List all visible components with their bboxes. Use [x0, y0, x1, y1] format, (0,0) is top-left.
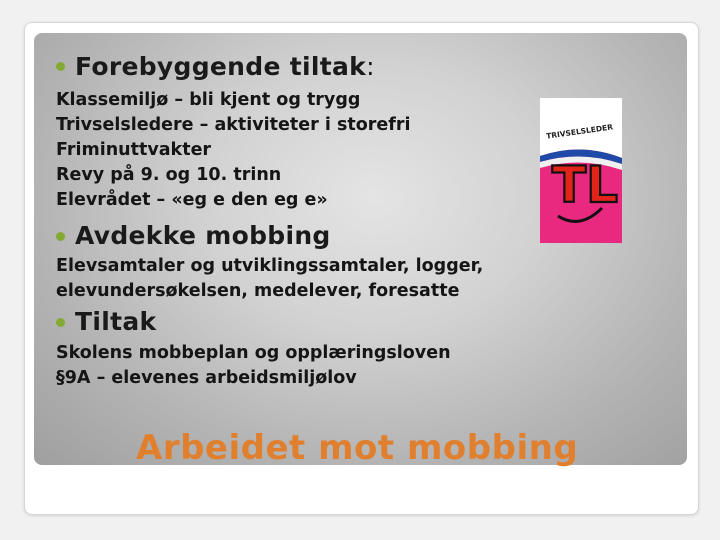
section-heading-detect: Avdekke mobbing [75, 221, 331, 250]
text-line: Elevrådet – «eg e den eg e» [56, 190, 328, 210]
section-body-measures [56, 341, 451, 391]
bullet-dot-icon [56, 318, 65, 327]
text-line: Friminuttvakter [56, 140, 212, 160]
text-line: elevundersøkelsen, medelever, foresatte [56, 281, 460, 301]
bullet-dot-icon [56, 62, 65, 71]
text-line: Revy på 9. og 10. trinn [56, 165, 282, 185]
logo-small-text: TRIVSELSLEDER [545, 122, 614, 141]
heading-colon: : [366, 52, 375, 81]
text-line: Trivselsledere – aktiviteter i storefri [56, 115, 411, 135]
section-heading-preventive: Forebyggende tiltak: [75, 52, 375, 81]
text-line: Klassemiljø – bli kjent og trygg [56, 90, 361, 110]
section-body-preventive [56, 88, 411, 213]
text-line: Skolens mobbeplan og opplæringsloven [56, 343, 451, 363]
section-body-detect [56, 254, 483, 304]
text-line: Elevsamtaler og utviklingssamtaler, logger, [56, 256, 484, 276]
logo-big-text: TL [552, 156, 618, 214]
bullet-dot-icon [56, 232, 65, 241]
section-heading-measures: Tiltak [75, 307, 157, 336]
trivselsleder-logo-icon [540, 98, 622, 243]
text-line: §9A – elevenes arbeidsmiljølov [56, 368, 357, 388]
slide-title: Arbeidet mot mobbing [136, 428, 579, 468]
